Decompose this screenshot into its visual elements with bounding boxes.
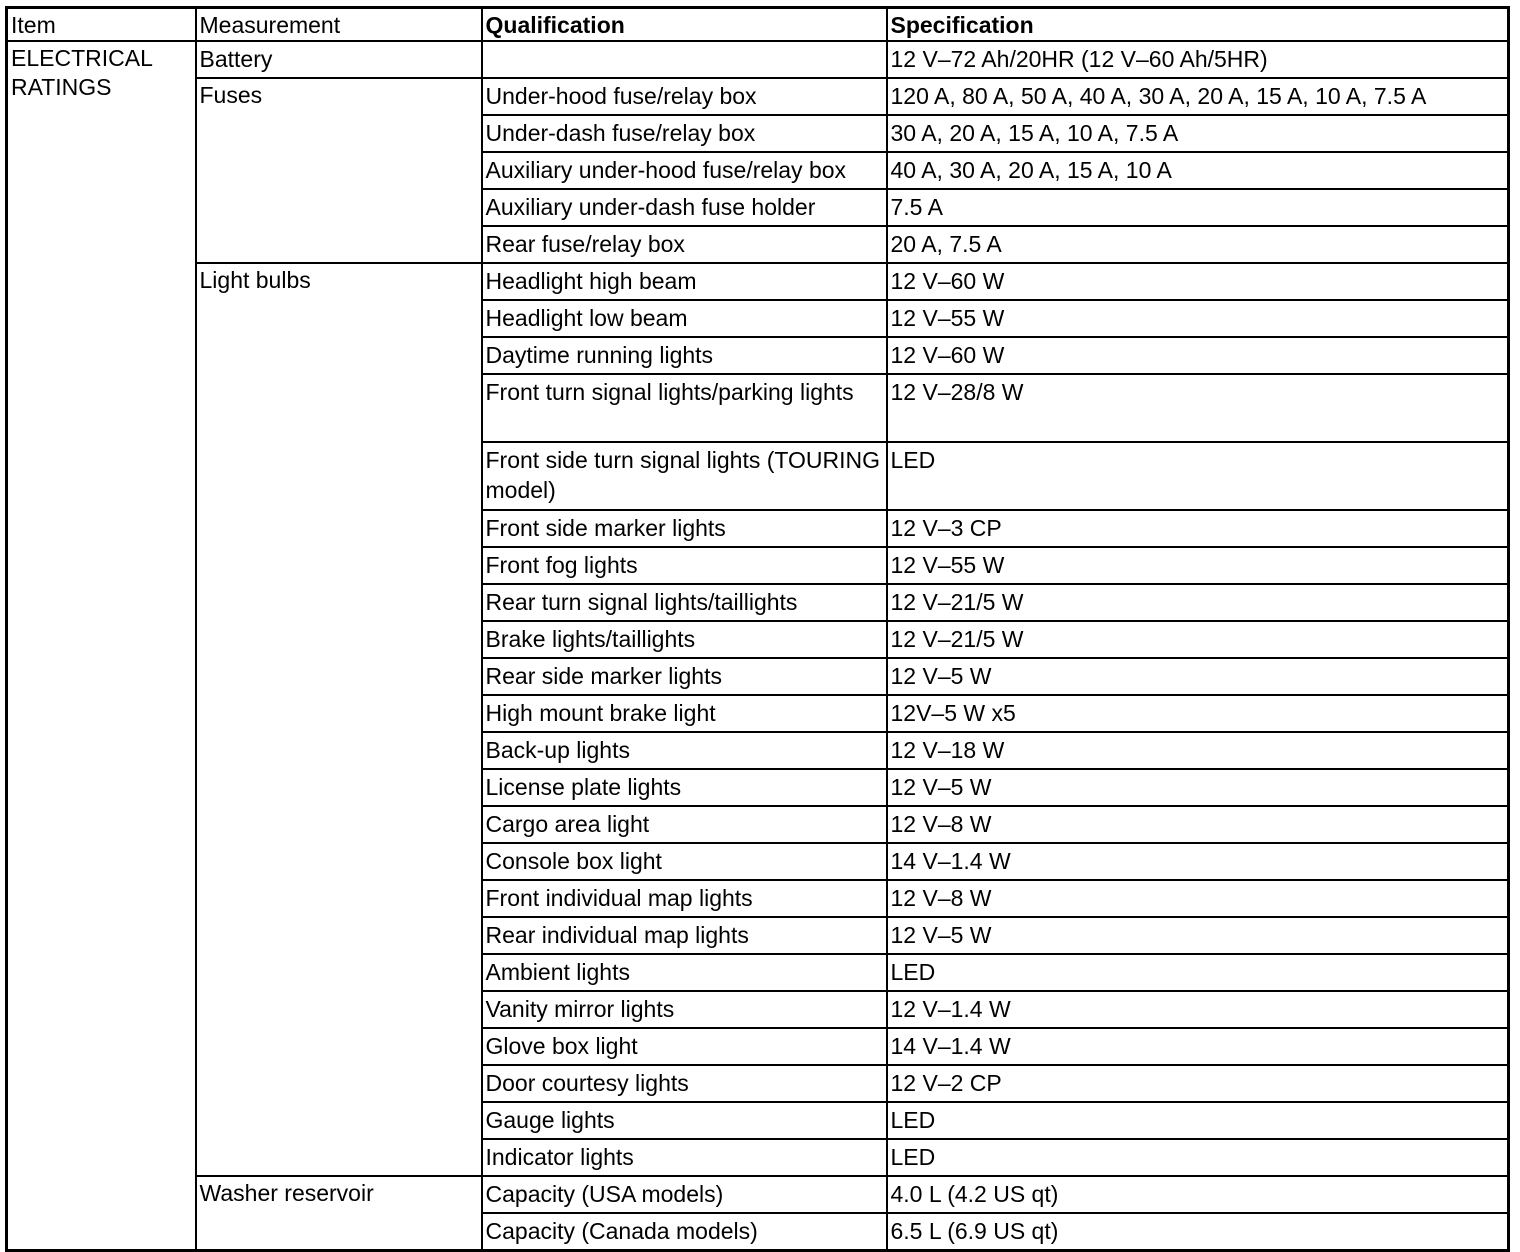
qualification-cell xyxy=(482,41,887,78)
qualification-cell: Rear fuse/relay box xyxy=(482,226,887,263)
specification-cell: 40 A, 30 A, 20 A, 15 A, 10 A xyxy=(887,152,1509,189)
specification-cell: 12 V–5 W xyxy=(887,658,1509,695)
specification-cell: LED xyxy=(887,1102,1509,1139)
header-measurement: Measurement xyxy=(196,8,482,42)
qualification-cell: Front turn signal lights/parking lights xyxy=(482,374,887,442)
specification-cell: LED xyxy=(887,442,1509,510)
measurement-cell: Washer reservoir xyxy=(196,1176,482,1251)
qualification-cell: Indicator lights xyxy=(482,1139,887,1176)
specification-cell: 12V–5 W x5 xyxy=(887,695,1509,732)
table-row xyxy=(7,78,1509,115)
header-specification: Specification xyxy=(887,8,1509,42)
specification-cell: 12 V–18 W xyxy=(887,732,1509,769)
specification-cell: 120 A, 80 A, 50 A, 40 A, 30 A, 20 A, 15 A, 10 A, 7.5 A xyxy=(887,78,1509,115)
specification-cell: LED xyxy=(887,954,1509,991)
header-item: Item xyxy=(7,8,196,42)
specification-cell: 12 V–8 W xyxy=(887,806,1509,843)
table-row xyxy=(7,1176,1509,1213)
specification-cell: 12 V–21/5 W xyxy=(887,621,1509,658)
qualification-cell: Door courtesy lights xyxy=(482,1065,887,1102)
qualification-cell: Cargo area light xyxy=(482,806,887,843)
specification-cell: 12 V–5 W xyxy=(887,917,1509,954)
qualification-cell: Rear individual map lights xyxy=(482,917,887,954)
specification-cell: 12 V–28/8 W xyxy=(887,374,1509,442)
specification-cell: 14 V–1.4 W xyxy=(887,843,1509,880)
qualification-cell: Back-up lights xyxy=(482,732,887,769)
qualification-cell: Capacity (USA models) xyxy=(482,1176,887,1213)
electrical-ratings-table xyxy=(5,6,1510,1252)
qualification-cell: Daytime running lights xyxy=(482,337,887,374)
specification-cell: 12 V–60 W xyxy=(887,263,1509,300)
qualification-cell: Gauge lights xyxy=(482,1102,887,1139)
qualification-cell: Front individual map lights xyxy=(482,880,887,917)
header-qualification: Qualification xyxy=(482,8,887,42)
qualification-cell: Auxiliary under-hood fuse/relay box xyxy=(482,152,887,189)
specification-cell: LED xyxy=(887,1139,1509,1176)
specification-cell: 12 V–3 CP xyxy=(887,510,1509,547)
qualification-cell: Front side turn signal lights (TOURING model) xyxy=(482,442,887,510)
qualification-cell: Front fog lights xyxy=(482,547,887,584)
qualification-cell: Glove box light xyxy=(482,1028,887,1065)
specification-cell: 20 A, 7.5 A xyxy=(887,226,1509,263)
specification-cell: 12 V–1.4 W xyxy=(887,991,1509,1028)
qualification-cell: Rear side marker lights xyxy=(482,658,887,695)
qualification-cell: Console box light xyxy=(482,843,887,880)
qualification-cell: Front side marker lights xyxy=(482,510,887,547)
qualification-cell: High mount brake light xyxy=(482,695,887,732)
specification-cell: 6.5 L (6.9 US qt) xyxy=(887,1213,1509,1251)
header-row xyxy=(7,8,1509,42)
qualification-cell: Headlight high beam xyxy=(482,263,887,300)
measurement-cell: Battery xyxy=(196,41,482,78)
table-row xyxy=(7,263,1509,300)
qualification-cell: Brake lights/taillights xyxy=(482,621,887,658)
specification-cell: 12 V–72 Ah/20HR (12 V–60 Ah/5HR) xyxy=(887,41,1509,78)
specification-cell: 12 V–55 W xyxy=(887,300,1509,337)
qualification-cell: Under-dash fuse/relay box xyxy=(482,115,887,152)
specification-cell: 12 V–2 CP xyxy=(887,1065,1509,1102)
qualification-cell: Vanity mirror lights xyxy=(482,991,887,1028)
qualification-cell: Headlight low beam xyxy=(482,300,887,337)
table-row xyxy=(7,41,1509,78)
qualification-cell: Ambient lights xyxy=(482,954,887,991)
specification-cell: 7.5 A xyxy=(887,189,1509,226)
specification-cell: 12 V–55 W xyxy=(887,547,1509,584)
measurement-cell: Light bulbs xyxy=(196,263,482,1176)
measurement-cell: Fuses xyxy=(196,78,482,263)
specification-cell: 12 V–8 W xyxy=(887,880,1509,917)
item-cell: ELECTRICAL RATINGS xyxy=(7,41,196,1251)
specification-cell: 12 V–60 W xyxy=(887,337,1509,374)
specification-cell: 12 V–21/5 W xyxy=(887,584,1509,621)
specification-cell: 14 V–1.4 W xyxy=(887,1028,1509,1065)
qualification-cell: Auxiliary under-dash fuse holder xyxy=(482,189,887,226)
specification-cell: 4.0 L (4.2 US qt) xyxy=(887,1176,1509,1213)
qualification-cell: Under-hood fuse/relay box xyxy=(482,78,887,115)
specification-cell: 12 V–5 W xyxy=(887,769,1509,806)
qualification-cell: License plate lights xyxy=(482,769,887,806)
specification-cell: 30 A, 20 A, 15 A, 10 A, 7.5 A xyxy=(887,115,1509,152)
qualification-cell: Capacity (Canada models) xyxy=(482,1213,887,1251)
qualification-cell: Rear turn signal lights/taillights xyxy=(482,584,887,621)
